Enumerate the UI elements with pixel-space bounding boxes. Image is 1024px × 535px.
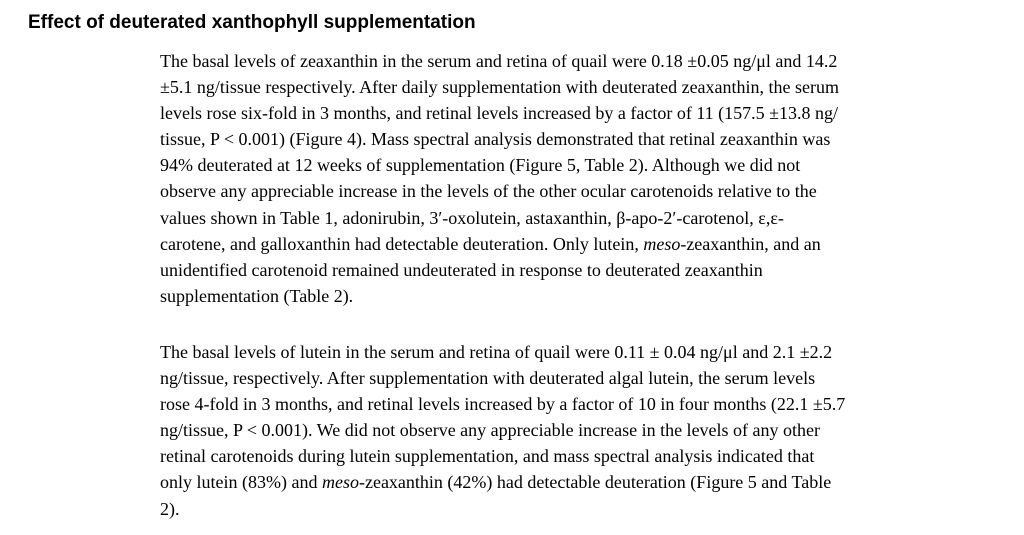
paragraph-zeaxanthin [160,48,995,309]
text-line: The basal levels of lutein in the serum and retina of quail were 0.11 ± 0.04 ng/μl and 2.1 ±2.2 [160,342,833,362]
text-line: values shown in Table 1, adonirubin, 3′-oxolutein, astaxanthin, β-apo-2′-carotenol, ε,ε- [160,207,784,228]
text-line: ng/tissue, respectively. After supplementation with deuterated algal lutein, the serum levels [160,368,816,389]
text-line: only lutein (83%) and meso-zeaxanthin (42%) had detectable deuteration (Figure 5 and Table [160,472,832,493]
text-line: retinal carotenoids during lutein supplementation, and mass spectral analysis indicated that [160,446,815,467]
text-line: observe any appreciable increase in the levels of the other ocular carotenoids relative to the [160,181,817,202]
text-line: 94% deuterated at 12 weeks of supplementation (Figure 5, Table 2). Although we did not [160,155,801,176]
text-line: 2). [160,498,180,519]
text-line: levels rose six-fold in 3 months, and retinal levels increased by a factor of 11 (157.5 ±13.8 ng/ [160,103,839,124]
section-heading: Effect of deuterated xanthophyll supplementation [28,12,476,33]
text-line: carotene, and galloxanthin had detectable deuteration. Only lutein, meso-zeaxanthin, and an [160,233,821,254]
text-line: The basal levels of zeaxanthin in the serum and retina of quail were 0.18 ±0.05 ng/μl and 14.2 [160,51,838,71]
text-line: supplementation (Table 2). [160,285,354,306]
text-line: tissue, P < 0.001) (Figure 4). Mass spectral analysis demonstrated that retinal zeaxanthin was [160,129,831,150]
text-line: ng/tissue, P < 0.001). We did not observe any appreciable increase in the levels of any other [160,420,821,441]
text-line: rose 4-fold in 3 months, and retinal levels increased by a factor of 10 in four months (22.1 ±5.7 [160,394,846,415]
text-line: ±5.1 ng/tissue respectively. After daily supplementation with deuterated zeaxanthin, the serum [160,77,840,98]
text-line: unidentified carotenoid remained undeuterated in response to deuterated zeaxanthin [160,259,763,280]
paragraph-lutein [160,339,995,522]
